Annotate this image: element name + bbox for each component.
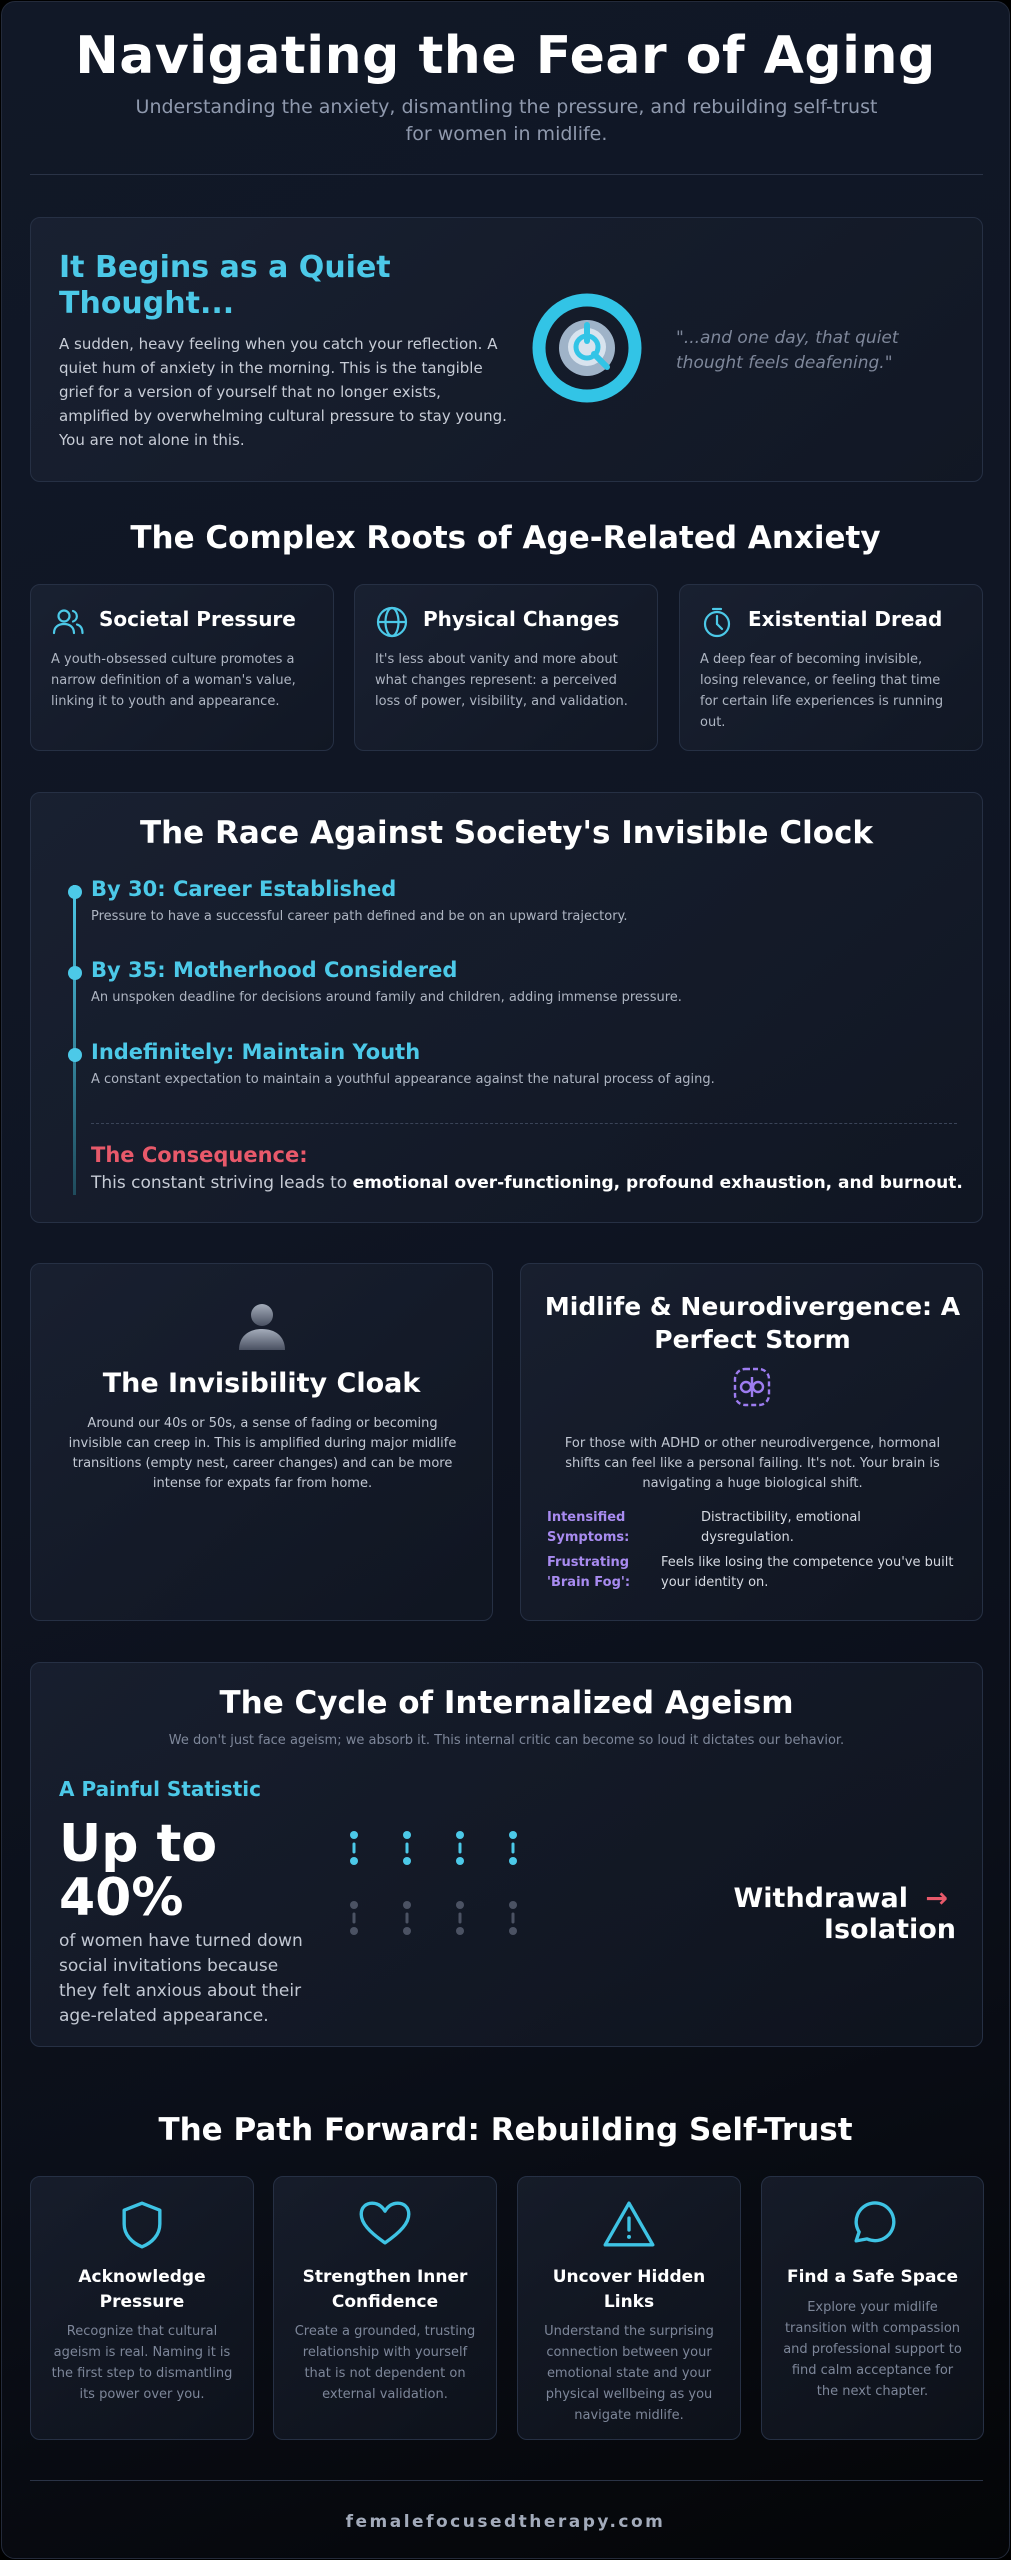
cycle-flow — [611, 1883, 956, 1945]
footer-divider — [30, 2480, 983, 2481]
path-card-confidence — [273, 2176, 497, 2440]
cycle-card — [30, 1662, 983, 2047]
cycle-subtitle: We don't just face ageism; we absorb it. This internal critic can become so loud it dictates our behavior. — [168, 1733, 845, 1748]
stat-desc: of women have turned down social invitations because they felt anxious about their age-related appearance. — [59, 1931, 303, 2026]
clock-card — [30, 792, 983, 1223]
invisibility-title: The Invisibility Cloak — [102, 1368, 421, 1399]
path-title: The Path Forward: Rebuilding Self-Trust — [158, 2112, 853, 2148]
root-card-physical — [354, 584, 658, 751]
timer-icon — [700, 605, 734, 639]
root-card-body: It's less about vanity and more about what changes represent: a perceived loss of power, visibility, and validation. — [375, 652, 628, 709]
root-card-body: A deep fear of becoming invisible, losing relevance, or feeling that time for certain life experiences is running out. — [700, 652, 944, 730]
stat-figure-highlighted — [403, 1831, 411, 1865]
header-divider — [30, 174, 983, 175]
intro-quote: "...and one day, that quiet thought feels deafening." — [676, 328, 899, 373]
consequence-emphasis: emotional over-functioning, profound exhaustion, and burnout. — [352, 1173, 963, 1193]
roots-title: The Complex Roots of Age-Related Anxiety — [130, 520, 881, 556]
path-card-title: Acknowledge Pressure — [78, 2267, 206, 2312]
stat-value: Up to 40% — [59, 1814, 218, 1928]
timeline-dot — [68, 966, 82, 980]
stat-figure — [403, 1901, 411, 1935]
consequence-label: The Consequence: — [91, 1143, 308, 1167]
brain-icon — [731, 1365, 773, 1409]
page-subtitle: Understanding the anxiety, dismantling the pressure, and rebuilding self-trust for women in midlife. — [135, 96, 878, 145]
clock-title: The Race Against Society's Invisible Clock — [139, 815, 874, 851]
shield-icon — [31, 2197, 253, 2253]
intro-title: It Begins as a Quiet Thought... — [59, 250, 391, 321]
intro-body: A sudden, heavy feeling when you catch your reflection. A quiet hum of anxiety in the morning. This is the tangible grief for a version of yourself that no longer exists, amplified by overwhelming cultural pressure to stay young. You are not alone in this. — [59, 335, 507, 449]
neuro-body: For those with ADHD or other neurodivergence, hormonal shifts can feel like a personal failing. It's not. Your brain is navigating a huge biological shift. — [564, 1436, 941, 1491]
path-card-body: Create a grounded, trusting relationship with yourself that is not dependent on external validation. — [294, 2324, 476, 2402]
neuro-card — [520, 1263, 983, 1621]
root-card-societal — [30, 584, 334, 751]
clock-magnifier-icon — [531, 292, 643, 404]
path-card-links — [517, 2176, 741, 2440]
flow-withdrawal: Withdrawal — [733, 1883, 908, 1914]
root-card-body: A youth-obsessed culture promotes a narrow definition of a woman's value, linking it to youth and appearance. — [51, 652, 296, 709]
path-card-title: Find a Safe Space — [786, 2267, 959, 2287]
warning-triangle-icon — [518, 2197, 740, 2253]
invisibility-body: Around our 40s or 50s, a sense of fading or becoming invisible can creep in. This is amplified during major midlife transitions (empty nest, career changes) and can be more intense for expats far from home. — [68, 1416, 457, 1491]
path-card-safe-space — [761, 2176, 984, 2440]
page-title: Navigating the Fear of Aging — [75, 26, 936, 86]
timeline-dot — [68, 885, 82, 899]
path-card-title: Uncover Hidden Links — [552, 2267, 706, 2312]
cycle-title: The Cycle of Internalized Ageism — [219, 1685, 794, 1721]
stat-dot-grid — [349, 1831, 539, 1951]
milestone-title: By 30: Career Established — [91, 877, 397, 901]
stat-figure — [350, 1901, 358, 1935]
milestone-desc: An unspoken deadline for decisions around family and children, adding immense pressure. — [91, 990, 682, 1005]
globe-icon — [375, 605, 409, 639]
stat-figure-highlighted — [509, 1831, 517, 1865]
invisibility-card — [30, 1263, 493, 1621]
chat-bubble-icon — [762, 2197, 983, 2253]
intro-card — [30, 217, 983, 482]
stat-label: A Painful Statistic — [59, 1777, 261, 1801]
consequence-lead: This constant striving leads to — [91, 1173, 353, 1193]
root-card-existential — [679, 584, 983, 751]
path-card-title: Strengthen Inner Confidence — [302, 2267, 468, 2312]
neuro-row-label: Frustrating 'Brain Fog': — [547, 1555, 631, 1590]
path-card-body: Recognize that cultural ageism is real. Naming it is the first step to dismantling its power over you. — [51, 2324, 233, 2402]
person-icon — [235, 1302, 289, 1352]
stat-figure — [456, 1901, 464, 1935]
flow-isolation: Isolation — [823, 1914, 956, 1945]
timeline-line — [73, 885, 76, 1195]
path-card-body: Explore your midlife transition with compassion and professional support to find calm acceptance for the next chapter. — [783, 2300, 962, 2399]
timeline-divider — [91, 1123, 957, 1124]
users-icon — [51, 605, 85, 639]
milestone-desc: Pressure to have a successful career path defined and be on an upward trajectory. — [91, 909, 628, 924]
heart-icon — [274, 2197, 496, 2253]
timeline-dot — [68, 1048, 82, 1062]
neuro-title: Midlife & Neurodivergence: A Perfect Storm — [544, 1292, 961, 1354]
consequence-text — [91, 1173, 963, 1193]
neuro-row-value: Distractibility, emotional dysregulation. — [701, 1510, 861, 1545]
stat-figure-highlighted — [350, 1831, 358, 1865]
flow-arrow-icon: → — [925, 1883, 948, 1914]
root-card-title: Physical Changes — [423, 607, 620, 631]
milestone-title: By 35: Motherhood Considered — [91, 958, 458, 982]
root-card-title: Existential Dread — [748, 607, 943, 631]
neuro-row-label: Intensified Symptoms: — [547, 1510, 630, 1545]
neuro-row-value: Feels like losing the competence you've built your identity on. — [661, 1555, 954, 1590]
milestone-desc: A constant expectation to maintain a youthful appearance against the natural process of aging. — [91, 1072, 715, 1087]
path-card-body: Understand the surprising connection between your emotional state and your physical wellbeing as you navigate midlife. — [544, 2324, 714, 2423]
footer-link[interactable]: femalefocusedtherapy.com — [345, 2512, 666, 2532]
stat-figure-highlighted — [456, 1831, 464, 1865]
infographic-page — [1, 1, 1010, 2559]
path-card-acknowledge — [30, 2176, 254, 2440]
stat-figure — [509, 1901, 517, 1935]
milestone-title: Indefinitely: Maintain Youth — [91, 1040, 421, 1064]
root-card-title: Societal Pressure — [99, 607, 296, 631]
